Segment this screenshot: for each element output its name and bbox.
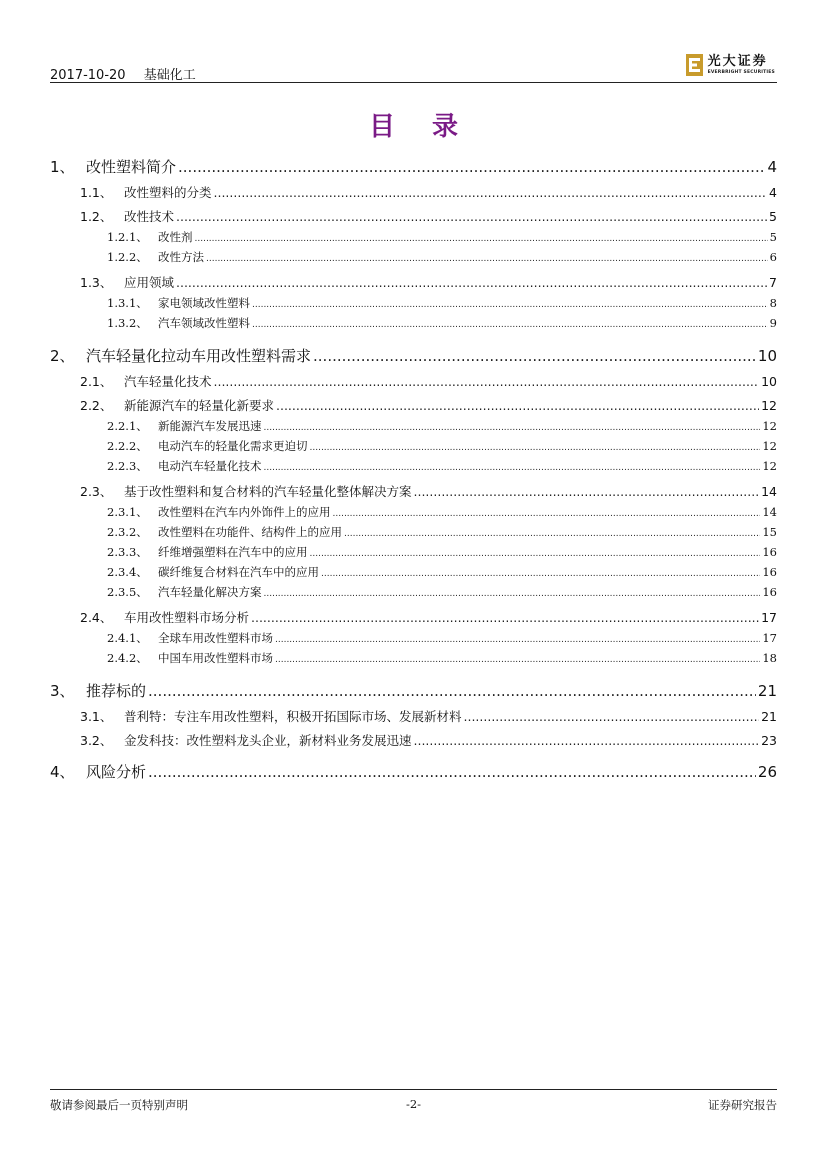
toc-entry-number: 3.1、	[80, 709, 113, 724]
toc-entry-number: 2.4.2、	[107, 651, 148, 665]
footer-report-type: 证券研究报告	[708, 1098, 777, 1112]
toc-entry-title: 改性技术	[124, 209, 175, 224]
toc-leader-dots	[264, 589, 761, 599]
toc-leader-dots	[333, 509, 761, 519]
toc-entry-page: 21	[757, 682, 777, 700]
toc-entry[interactable]	[50, 156, 777, 177]
toc-entry[interactable]	[50, 482, 777, 500]
toc-entry-page: 17	[762, 631, 777, 645]
toc-leader-dots	[206, 254, 768, 264]
toc-entry-number: 1.3.1、	[107, 296, 148, 310]
toc-entry-title: 新能源汽车的轻量化新要求	[124, 398, 275, 413]
toc-entry-title: 改性塑料的分类	[124, 185, 212, 200]
toc-leader-dots	[344, 529, 760, 539]
toc-entry-number: 2.3.5、	[107, 585, 148, 599]
sector-name: 基础化工	[143, 68, 196, 83]
toc-entry-title: 家电领域改性塑料	[158, 296, 250, 310]
toc-leader-dots	[178, 158, 765, 176]
toc-entry-page: 4	[769, 185, 777, 200]
toc-entry[interactable]	[50, 315, 777, 331]
toc-entry-title: 汽车轻量化拉动车用改性塑料需求	[86, 347, 312, 365]
toc-leader-dots	[252, 320, 768, 330]
toc-entry-number: 2.3.4、	[107, 565, 148, 579]
toc-entry-page: 16	[762, 565, 777, 579]
toc-entry-page: 17	[761, 610, 777, 625]
toc-entry-number: 3.2、	[80, 733, 113, 748]
toc-entry-page: 16	[762, 545, 777, 559]
toc-entry-title: 纤维增强塑料在汽车中的应用	[158, 545, 308, 559]
toc-leader-dots	[252, 300, 768, 310]
toc-entry-number: 2.3、	[80, 484, 113, 499]
footer-divider	[50, 1089, 777, 1090]
toc-entry-title: 改性剂	[158, 230, 193, 244]
toc-leader-dots	[414, 484, 760, 499]
toc-entry-page: 8	[769, 296, 777, 310]
toc-entry-title: 汽车轻量化技术	[124, 374, 212, 389]
toc-entry[interactable]	[50, 504, 777, 520]
toc-entry[interactable]	[50, 731, 777, 749]
toc-entry[interactable]	[50, 650, 777, 666]
toc-entry[interactable]	[50, 396, 777, 414]
toc-entry[interactable]	[50, 295, 777, 311]
toc-entry-number: 1.2、	[80, 209, 113, 224]
toc-entry-title: 普利特：专注车用改性塑料，积极开拓国际市场、发展新材料	[124, 709, 462, 724]
toc-entry[interactable]	[50, 458, 777, 474]
toc-entry-number: 4、	[50, 763, 75, 781]
toc-entry-title: 推荐标的	[86, 682, 147, 700]
toc-entry-title: 基于改性塑料和复合材料的汽车轻量化整体解决方案	[124, 484, 412, 499]
toc-entry[interactable]	[50, 630, 777, 646]
toc-entry-number: 2.3.3、	[107, 545, 148, 559]
page-footer	[50, 1097, 777, 1115]
toc-entry-page: 26	[757, 763, 777, 781]
toc-leader-dots	[310, 549, 761, 559]
header-info	[50, 64, 196, 83]
toc-entry[interactable]	[50, 438, 777, 454]
toc-leader-dots	[214, 185, 768, 200]
toc-entry-number: 2、	[50, 347, 75, 365]
toc-entry-number: 1、	[50, 158, 75, 176]
toc-entry-number: 1.3.2、	[107, 316, 148, 330]
toc-leader-dots	[148, 682, 756, 700]
toc-leader-dots	[313, 347, 756, 365]
toc-entry[interactable]	[50, 372, 777, 390]
toc-entry[interactable]	[50, 584, 777, 600]
toc-entry-title: 改性方法	[158, 250, 204, 264]
toc-entry[interactable]	[50, 707, 777, 725]
toc-leader-dots	[275, 655, 760, 665]
toc-entry-number: 2.2.3、	[107, 459, 148, 473]
toc-entry-page: 16	[762, 585, 777, 599]
toc-entry[interactable]	[50, 761, 777, 782]
toc-entry-page: 5	[769, 230, 777, 244]
toc-entry-page: 15	[762, 525, 777, 539]
toc-entry-title: 汽车领域改性塑料	[158, 316, 250, 330]
toc-entry-title: 电动汽车轻量化技术	[158, 459, 262, 473]
toc-leader-dots	[195, 234, 768, 244]
footer-page-number: -2-	[405, 1097, 422, 1111]
toc-entry-page: 18	[762, 651, 777, 665]
toc-entry-number: 2.4、	[80, 610, 113, 625]
header-divider	[50, 82, 777, 83]
toc-entry[interactable]	[50, 608, 777, 626]
toc-entry-title: 全球车用改性塑料市场	[158, 631, 273, 645]
toc-entry-number: 1.3、	[80, 275, 113, 290]
toc-entry-number: 2.4.1、	[107, 631, 148, 645]
toc-entry-page: 5	[769, 209, 777, 224]
toc-entry-title: 碳纤维复合材料在汽车中的应用	[158, 565, 319, 579]
footer-disclaimer: 敬请参阅最后一页特别声明	[50, 1098, 188, 1112]
toc-entry[interactable]	[50, 564, 777, 580]
toc-entry-page: 6	[769, 250, 777, 264]
toc-entry-page: 7	[769, 275, 777, 290]
toc-entry[interactable]	[50, 680, 777, 701]
toc-entry-title: 车用改性塑料市场分析	[124, 610, 250, 625]
toc-leader-dots	[414, 733, 760, 748]
toc-entry-number: 2.2.1、	[107, 419, 148, 433]
toc-entry-page: 21	[761, 709, 777, 724]
toc-leader-dots	[214, 374, 760, 389]
toc-entry[interactable]	[50, 183, 777, 201]
toc-entry-title: 改性塑料简介	[86, 158, 177, 176]
toc-leader-dots	[264, 423, 761, 433]
page-header	[50, 52, 777, 82]
logo-mark-icon	[686, 54, 703, 76]
toc-entry[interactable]	[50, 345, 777, 366]
toc-leader-dots	[276, 398, 759, 413]
toc-entry-page: 10	[761, 374, 777, 389]
toc-entry-page: 12	[762, 419, 777, 433]
everbright-logo	[686, 52, 775, 78]
toc-entry-title: 改性塑料在汽车内外饰件上的应用	[158, 505, 331, 519]
toc-entry-page: 10	[757, 347, 777, 365]
report-date: 2017-10-20	[50, 68, 126, 83]
toc-entry-title: 电动汽车的轻量化需求更迫切	[158, 439, 308, 453]
toc-entry-title: 新能源汽车发展迅速	[158, 419, 262, 433]
toc-entry[interactable]	[50, 418, 777, 434]
toc-entry-page: 14	[762, 505, 777, 519]
toc-entry-number: 1.1、	[80, 185, 113, 200]
toc-leader-dots	[275, 635, 760, 645]
toc-entry[interactable]	[50, 273, 777, 291]
toc-entry-page: 23	[761, 733, 777, 748]
logo-en-text: EVERBRIGHT SECURITIES	[707, 69, 775, 75]
toc-title: 目 录	[368, 112, 473, 142]
toc-entry-number: 1.2.2、	[107, 250, 148, 264]
toc-entry-title: 汽车轻量化解决方案	[158, 585, 262, 599]
toc-leader-dots	[464, 709, 760, 724]
toc-leader-dots	[148, 763, 756, 781]
toc-entry[interactable]	[50, 524, 777, 540]
toc-entry-page: 12	[762, 439, 777, 453]
toc-entry-page: 9	[769, 316, 777, 330]
toc-entry-title: 风险分析	[86, 763, 147, 781]
toc-entry[interactable]	[50, 544, 777, 560]
toc-entry-page: 12	[761, 398, 777, 413]
toc-entry-page: 12	[762, 459, 777, 473]
toc-entry-number: 2.2、	[80, 398, 113, 413]
toc-leader-dots	[176, 275, 767, 290]
toc-entry-title: 改性塑料在功能件、结构件上的应用	[158, 525, 342, 539]
toc-entry-title: 中国车用改性塑料市场	[158, 651, 273, 665]
toc-entry-number: 1.2.1、	[107, 230, 148, 244]
toc-entry[interactable]	[50, 229, 777, 245]
toc-entry-number: 2.3.1、	[107, 505, 148, 519]
toc-entry[interactable]	[50, 249, 777, 265]
toc-entry-number: 3、	[50, 682, 75, 700]
toc-entry-title: 应用领域	[124, 275, 175, 290]
toc-leader-dots	[176, 209, 767, 224]
toc-leader-dots	[321, 569, 760, 579]
logo-cn-text: 光大证券	[707, 53, 768, 69]
toc-entry-title: 金发科技：改性塑料龙头企业，新材料业务发展迅速	[124, 733, 412, 748]
toc-entry-number: 2.3.2、	[107, 525, 148, 539]
toc-leader-dots	[251, 610, 759, 625]
toc-entry-page: 14	[761, 484, 777, 499]
toc-leader-dots	[264, 463, 761, 473]
toc-leader-dots	[310, 443, 761, 453]
toc-entry[interactable]	[50, 207, 777, 225]
toc-entry-page: 4	[767, 158, 777, 176]
toc-entry-number: 2.2.2、	[107, 439, 148, 453]
toc-entry-number: 2.1、	[80, 374, 113, 389]
